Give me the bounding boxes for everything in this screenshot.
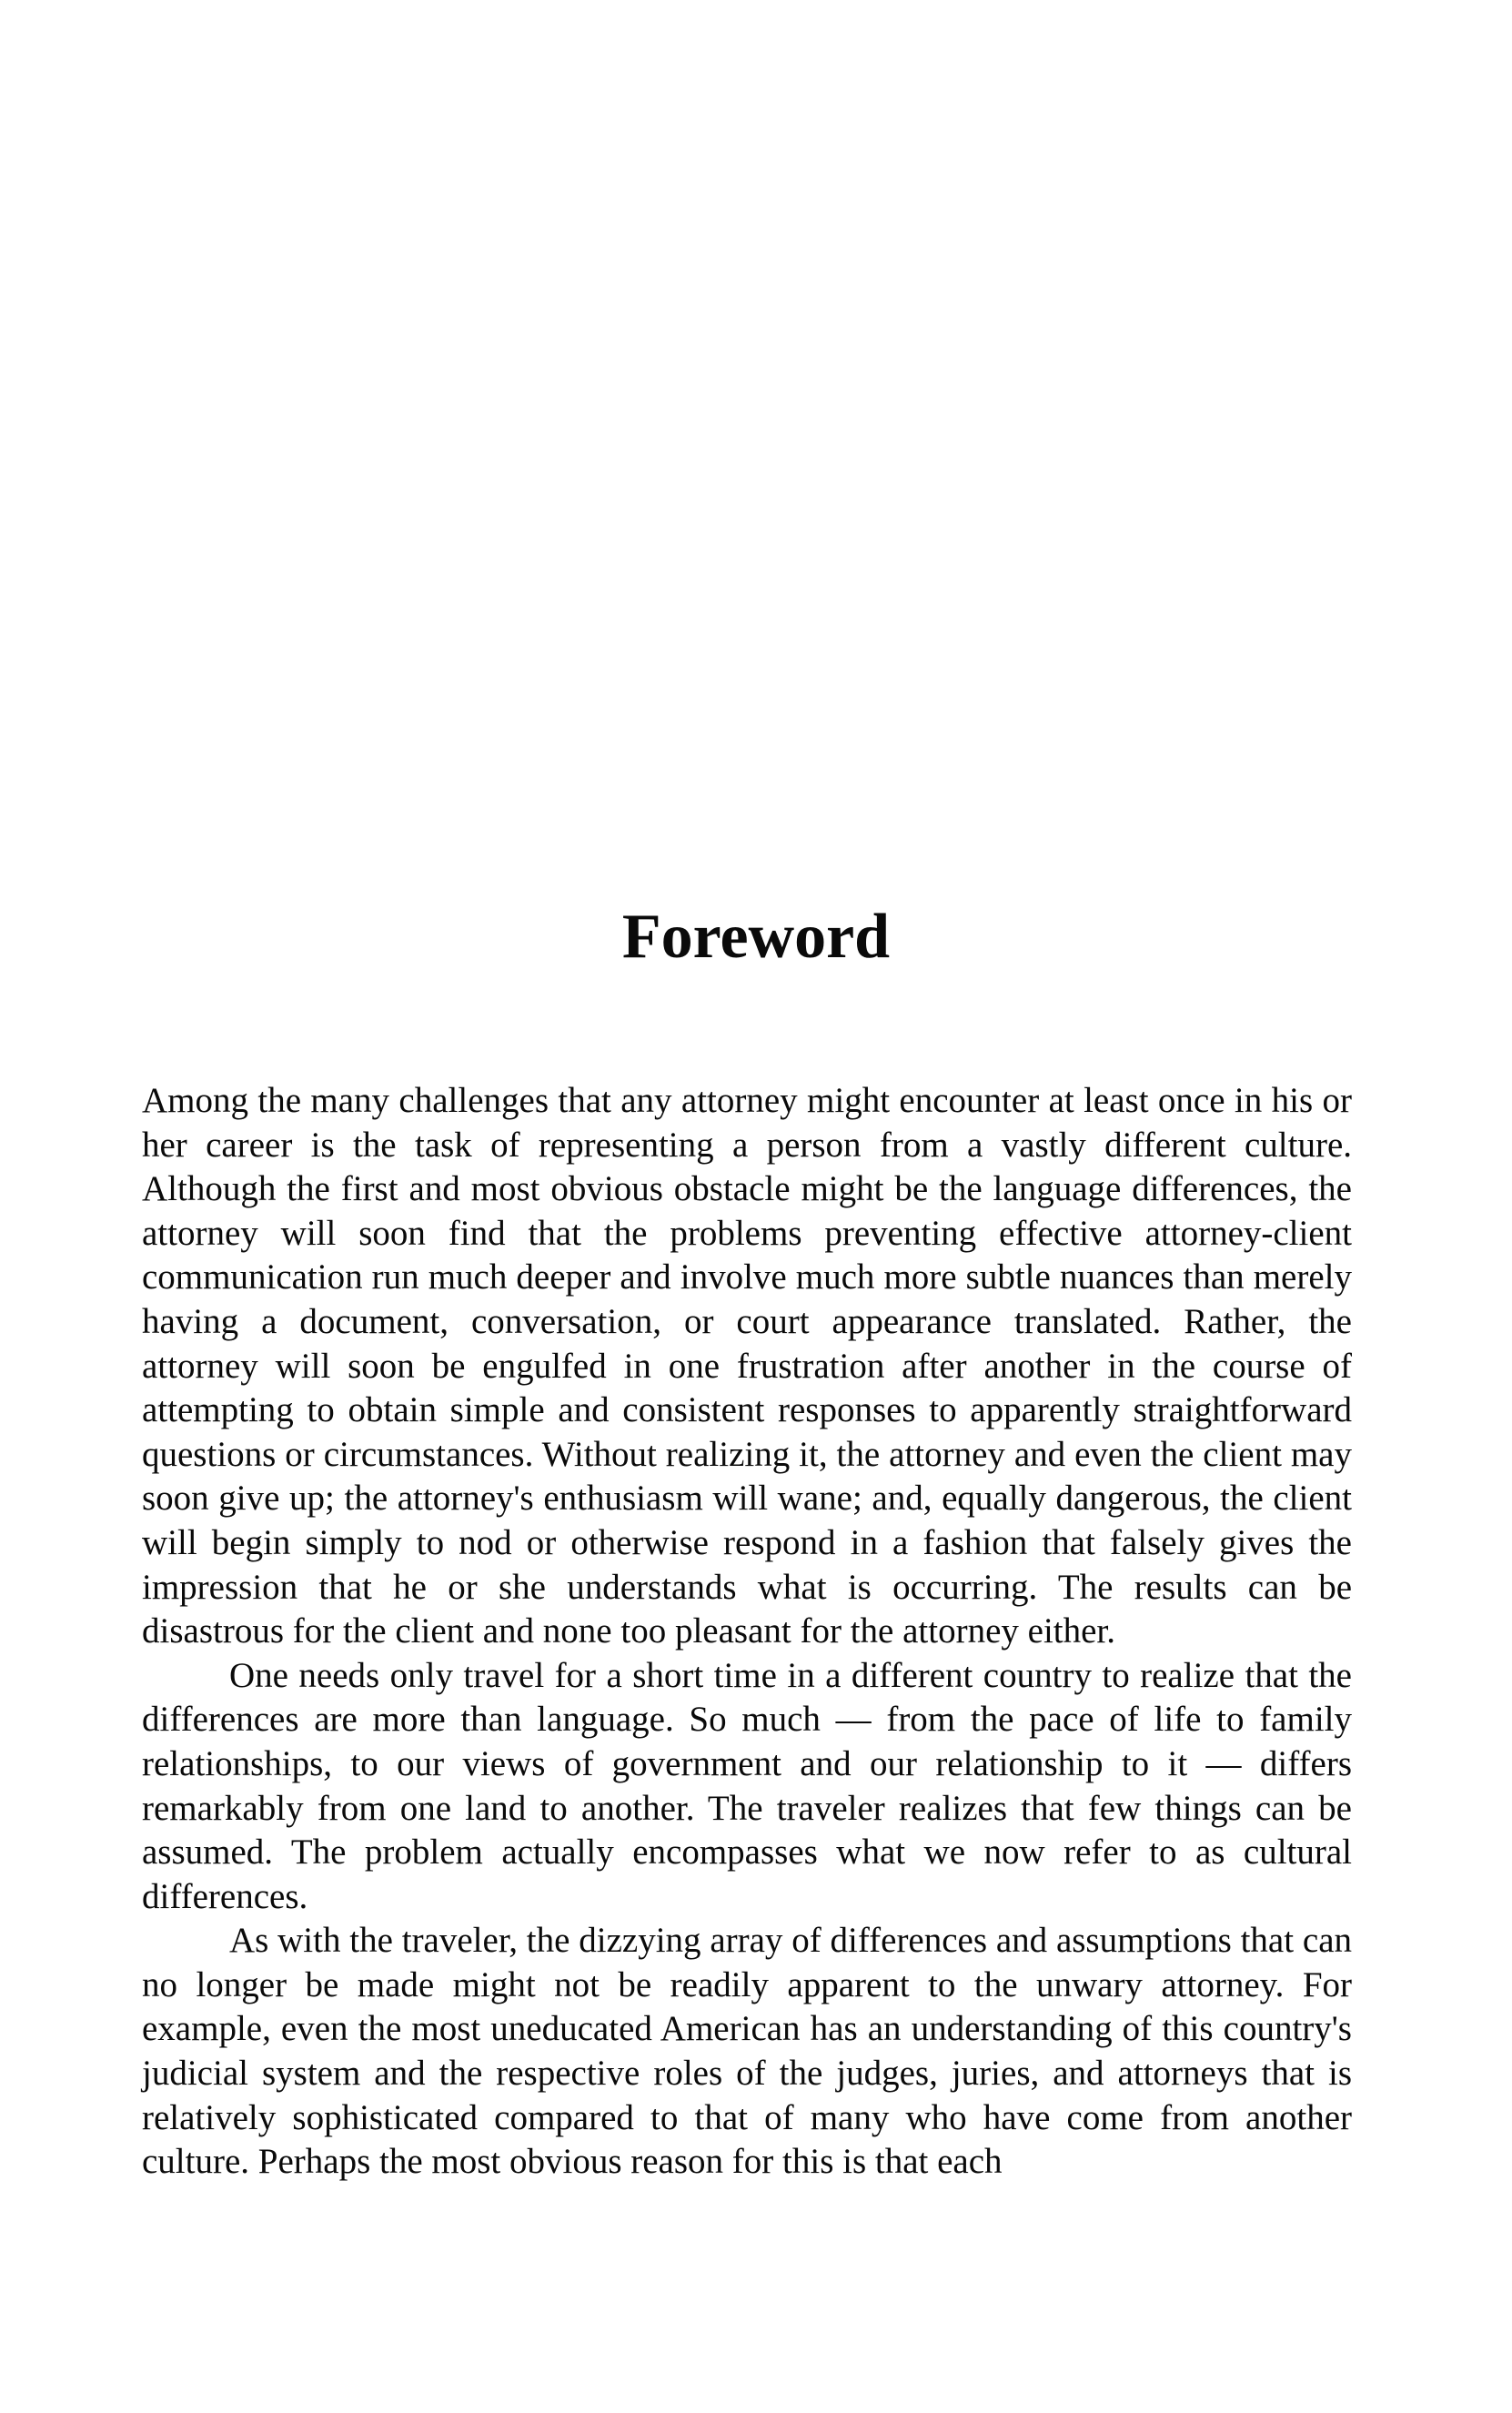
page-title: Foreword bbox=[621, 902, 891, 972]
body-text bbox=[142, 1079, 1352, 2185]
paragraph-2: One needs only travel for a short time in a different country to realize that the differences are more than language. So much — from the pace of life to family relationships, to our views of government and our relationship to it — differs remarkably from one land to another. The traveler realizes that few things can be assumed. The problem actually encompasses what we now refer to as cultural differences. bbox=[142, 1655, 1352, 1916]
paragraph-3: As with the traveler, the dizzying array of differences and assumptions that can no longer be made might not be readily apparent to the unwary attorney. For example, even the most uneducated American has an understanding of this country's judicial system and the respective roles of the judges, juries, and attorneys that is relatively sophisticated compared to that of many who have come from another culture. Perhaps the most obvious reason for this is that each bbox=[142, 1921, 1352, 2182]
paragraph-1: Among the many challenges that any attorney might encounter at least once in his or her career is the task of representing a person from a vastly different culture. Although the first and most obvious obstacle might be the language differences, the attorney will soon find that the problems preventing effective attorney-client communication run much deeper and involve much more subtle nuances than merely having a document, conversation, or court appearance translated. Rather, the attorney will soon be engulfed in one frustration after another in the course of attempting to obtain simple and consistent responses to apparently straightforward questions or circumstances. Without realizing it, the attorney and even the client may soon give up; the attorney's enthusiasm will wane; and, equally dangerous, the client will begin simply to nod or otherwise respond in a fashion that falsely gives the impression that he or she understands what is occurring. The results can be disastrous for the client and none too pleasant for the attorney either. bbox=[142, 1081, 1352, 1651]
